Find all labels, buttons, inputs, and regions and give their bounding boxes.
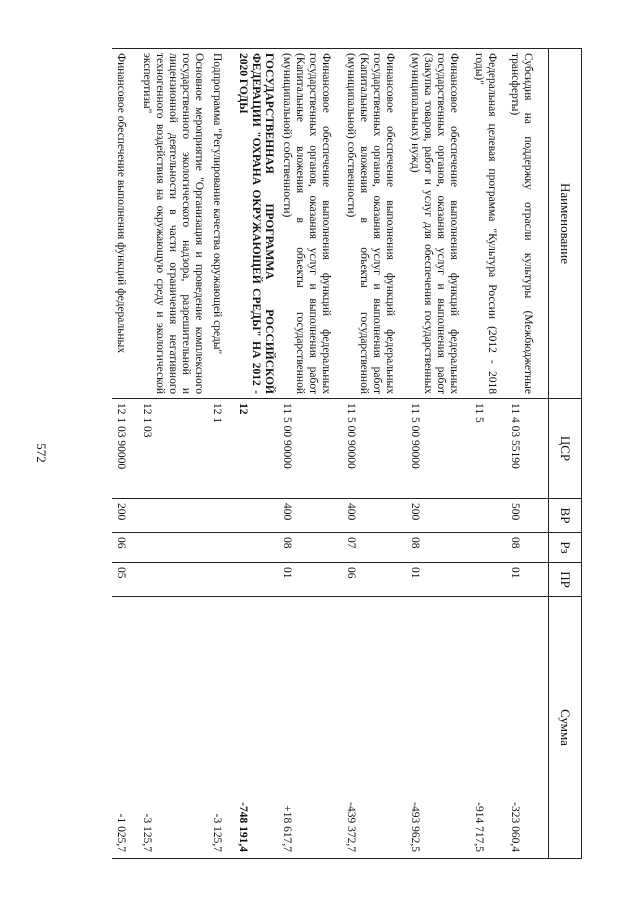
row-sum: -914 717,5 <box>471 597 507 859</box>
row-pr: 06 <box>343 563 407 597</box>
row-vr <box>235 499 279 533</box>
table-row <box>471 49 507 859</box>
row-name: Финансовое обеспечение выполнения функций федеральных <box>113 49 139 399</box>
row-csr: 11 5 <box>471 399 507 499</box>
row-sum: -3 125,7 <box>139 597 209 859</box>
row-rz: 08 <box>279 533 343 563</box>
table-row <box>343 49 407 859</box>
header-pr: ПР <box>549 563 582 597</box>
row-vr <box>139 499 209 533</box>
row-rz <box>139 533 209 563</box>
row-name: Федеральная целевая программа "Культура России (2012 - 2018 годы)" <box>471 49 507 399</box>
row-vr: 200 <box>407 499 471 533</box>
row-sum: -3 125,7 <box>209 597 235 859</box>
row-sum: -493 962,5 <box>407 597 471 859</box>
header-name: Наименование <box>549 49 582 399</box>
table-row <box>507 49 549 859</box>
page-number: 572 <box>34 443 49 463</box>
header-sum: Сумма <box>549 597 582 859</box>
table-header-row <box>549 49 582 859</box>
row-vr: 500 <box>507 499 549 533</box>
row-rz: 06 <box>113 533 139 563</box>
row-vr: 400 <box>343 499 407 533</box>
row-name: Финансовое обеспечение выполнения функций федеральных государственных органов, оказания услуг и выполнения работ (Капитальные вложения в объекты государственной (муниципальной) собственности) <box>279 49 343 399</box>
row-rz <box>209 533 235 563</box>
row-name: Финансовое обеспечение выполнения функций федеральных государственных органов, оказания услуг и выполнения работ (Капитальные вложения в объекты государственной (муниципальной) собственности) <box>343 49 407 399</box>
row-pr <box>235 563 279 597</box>
row-pr <box>139 563 209 597</box>
row-csr: 12 1 03 90000 <box>113 399 139 499</box>
row-vr: 400 <box>279 499 343 533</box>
row-csr: 12 <box>235 399 279 499</box>
row-pr: 01 <box>407 563 471 597</box>
header-rz: Рз <box>549 533 582 563</box>
row-rz <box>235 533 279 563</box>
row-name: Субсидия на поддержку отрасли культуры (Межбюджетные трансферты) <box>507 49 549 399</box>
table-row <box>113 49 139 859</box>
row-rz: 08 <box>507 533 549 563</box>
row-csr: 11 5 00 90000 <box>407 399 471 499</box>
row-csr: 11 4 03 55190 <box>507 399 549 499</box>
row-pr: 01 <box>507 563 549 597</box>
row-sum: -1 025,7 <box>113 597 139 859</box>
row-sum: -748 191,4 <box>235 597 279 859</box>
row-csr: 12 1 <box>209 399 235 499</box>
header-csr: ЦСР <box>549 399 582 499</box>
row-name: ГОСУДАРСТВЕННАЯ ПРОГРАММА РОССИЙСКОЙ ФЕДЕРАЦИИ "ОХРАНА ОКРУЖАЮЩЕЙ СРЕДЫ" НА 2012 - 2020 ГОДЫ <box>235 49 279 399</box>
table-row <box>209 49 235 859</box>
table-row <box>139 49 209 859</box>
row-name: Основное мероприятие "Организация и проведение комплексного государственного экологического надзора, разрешительной и лицензионной деятельности в части ограничения негативного техногенного воздействия на окружающую среду и экологической экспертизы" <box>139 49 209 399</box>
row-vr: 200 <box>113 499 139 533</box>
table-row <box>407 49 471 859</box>
row-csr: 11 5 00 90000 <box>343 399 407 499</box>
rotated-page <box>82 48 582 858</box>
row-sum: -323 060,4 <box>507 597 549 859</box>
row-rz: 07 <box>343 533 407 563</box>
row-sum: +18 617,7 <box>279 597 343 859</box>
row-pr: 05 <box>113 563 139 597</box>
row-name: Финансовое обеспечение выполнения функций федеральных государственных органов, оказания услуг и выполнения работ (Закупка товаров, работ и услуг для обеспечения государственных (муниципальных) нужд) <box>407 49 471 399</box>
row-sum: -439 372,7 <box>343 597 407 859</box>
row-rz: 08 <box>407 533 471 563</box>
row-pr <box>209 563 235 597</box>
header-vr: ВР <box>549 499 582 533</box>
table-row <box>235 49 279 859</box>
row-pr <box>471 563 507 597</box>
row-vr <box>471 499 507 533</box>
table-row <box>279 49 343 859</box>
row-pr: 01 <box>279 563 343 597</box>
budget-table <box>113 48 583 859</box>
row-name: Подпрограмма "Регулирование качества окружающей среды" <box>209 49 235 399</box>
row-rz <box>471 533 507 563</box>
row-csr: 11 5 00 90000 <box>279 399 343 499</box>
row-csr: 12 1 03 <box>139 399 209 499</box>
row-vr <box>209 499 235 533</box>
